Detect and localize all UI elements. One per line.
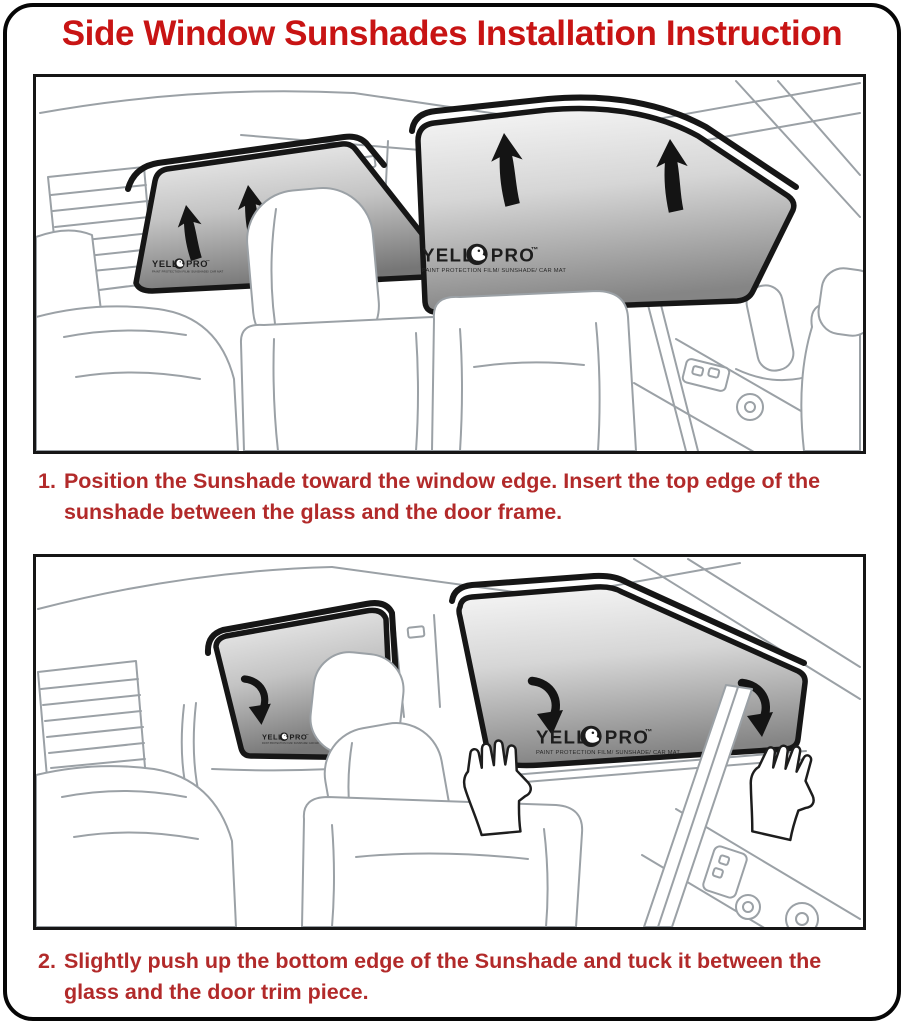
step-1-text	[38, 466, 868, 528]
step-2-body: Slightly push up the bottom edge of the Sunshade and tuck it between the glass and the door trim piece.	[63, 949, 822, 1004]
front-sunshade	[452, 576, 805, 766]
step-2-illustration	[36, 557, 863, 927]
step-1-number: 1.	[38, 469, 56, 493]
step-2-text	[38, 946, 868, 1008]
step-1-figure	[33, 74, 866, 454]
step-2-figure	[33, 554, 866, 930]
front-sunshade	[412, 98, 796, 313]
step-1-body: Position the Sunshade toward the window edge. Insert the top edge of the sunshade between the glass and the door frame.	[63, 469, 821, 524]
page-title: Side Window Sunshades Installation Instruction	[61, 14, 843, 53]
step-1-illustration	[36, 77, 863, 451]
step-2-number: 2.	[38, 949, 56, 973]
